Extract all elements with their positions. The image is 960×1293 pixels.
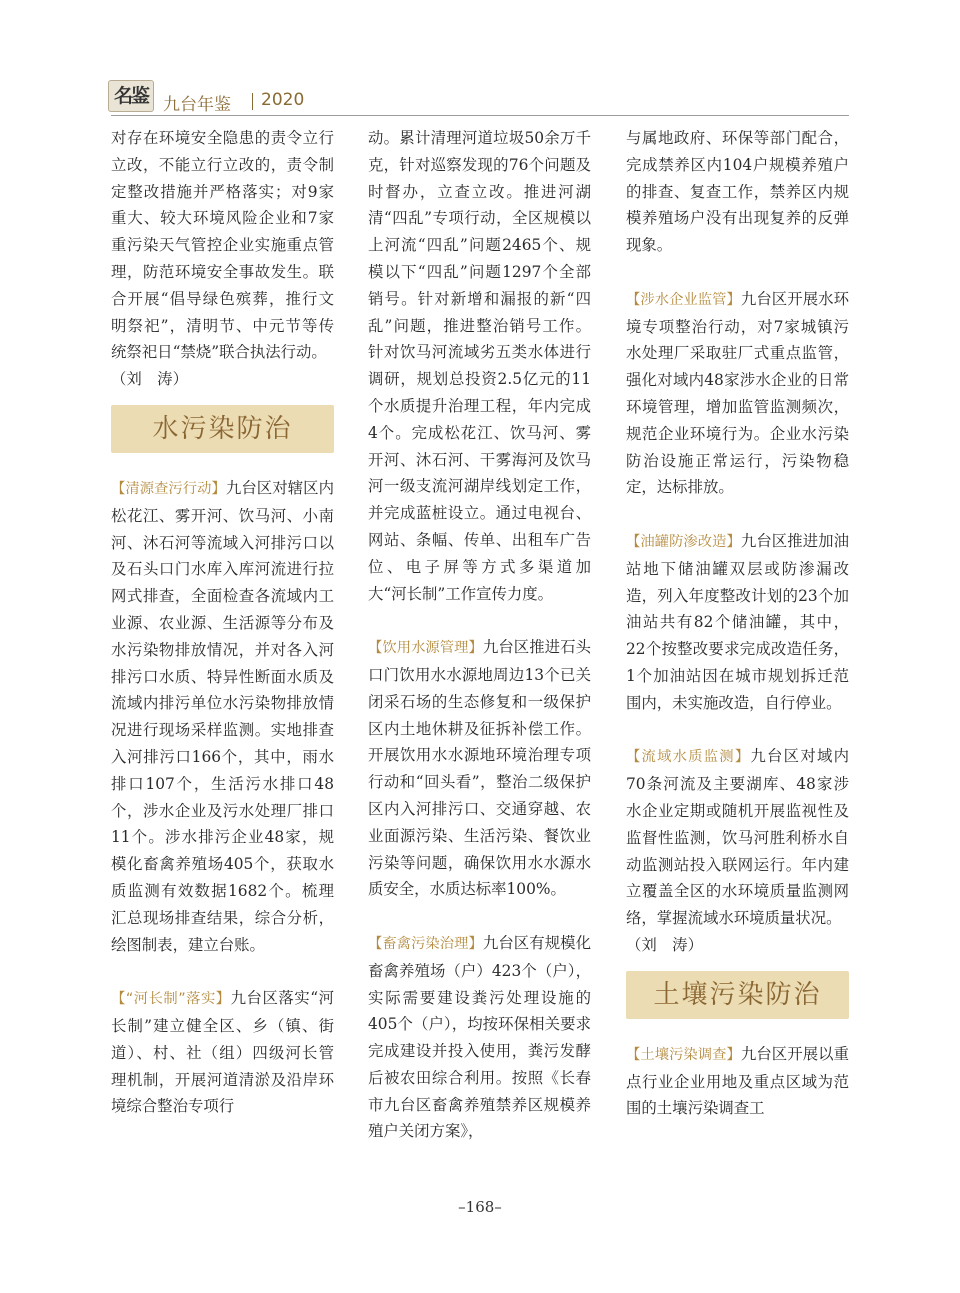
entry-keyword: 【清源查污行动】 [111, 480, 226, 497]
author-credit: （刘 涛） [626, 935, 703, 954]
column-1 [111, 125, 334, 1120]
entry-text: 九台区推进加油站地下储油罐双层或防渗漏改造，列入年度整改计划的23个加油站共有82个储油罐，其中，22个按整改要求完成改造任务，1个加油站因在城市规划拆迁范围内，未实施改造，自行停业。 [626, 531, 849, 712]
entry-oil-tank [626, 528, 849, 717]
entry-keyword: 【“河长制”落实】 [111, 991, 231, 1008]
entry-text: 九台区落实“河长制”建立健全区、乡（镇、街道）、村、社（组）四级河长管理机制，开展河道清淤及沿岸环境综合整治专项行 [111, 989, 334, 1116]
entry-keyword: 【油罐防渗改造】 [626, 533, 741, 550]
author-credit: （刘 涛） [111, 370, 188, 389]
entry-text: 九台区对域内70条河流及主要湖库、48家涉水企业定期或随机开展监视性及监督性监测，饮马河胜利桥水自动监测站投入联网运行。年内建立覆盖全区的水环境质量监测网络，掌握流域水环境质量状况。 [626, 747, 849, 928]
header-logo: 名鉴 [108, 80, 154, 112]
header-year: 2020 [261, 90, 305, 110]
entry-water-monitoring [626, 743, 849, 932]
section-banner-water: 水污染防治 [111, 405, 334, 453]
entry-text: 九台区对辖区内松花江、雾开河、饮马河、小南河、沐石河等流域入河排污口以及石头口门水库入库河流进行拉网式排查，全面检查各流域内工业源、农业源、生活源等分布及水污染物排放情况，并对各入河排污口水质、特异性断面水质及流域内排污单位水污染物排放情况进行现场采样监测。实地排查入河排污口166个，其中，雨水排口107个，生活污水排口48个，涉水企业及污水处理厂排口11个。涉水排污企业48家，规模化畜禽养殖场405个，获取水质监测有效数据1682个。梳理汇总现场排查结果，综合分析，绘图制表，建立台账。 [111, 478, 334, 954]
paragraph-continued: 动。累计清理河道垃圾50余万千克，针对巡察发现的76个问题及时督办，立查立改。推进河湖清“四乱”专项行动，全区规模以上河流“四乱”问题2465个、规模以下“四乱”问题1297个全部销号。针对新增和漏报的新“四乱”问题，推进整治销号工作。针对饮马河流域劣五类水体进行调研，规划总投资2.5亿元的11个水质提升治理工程，年内完成4个。完成松花江、饮马河、雾开河、沐石河、干雾海河及饮马河一级支流河湖岸线划定工作，并完成蓝桩设立。通过电视台、网站、条幅、传单、出租车广告位、电子屏等方式多渠道加大“河长制”工作宣传力度。 [368, 129, 591, 603]
entry-keyword: 【畜禽污染治理】 [368, 935, 483, 952]
section-banner-soil: 土壤污染防治 [626, 971, 849, 1019]
header-title: 九台年鉴 [163, 95, 231, 115]
entry-qingyuan [111, 475, 334, 958]
entry-water-enterprise [626, 286, 849, 501]
entry-drinking-water [368, 634, 591, 903]
entry-keyword: 【涉水企业监管】 [626, 291, 741, 308]
entry-soil-survey [626, 1041, 849, 1122]
column-3 [626, 125, 849, 1122]
entry-livestock [368, 930, 591, 1145]
entry-keyword: 【饮用水源管理】 [368, 640, 483, 657]
entry-keyword: 【流域水质监测】 [626, 749, 751, 766]
column-2 [368, 125, 591, 1145]
entry-text: 九台区开展水环境专项整治行动，对7家城镇污水处理厂采取驻厂式重点监管，强化对域内48家涉水企业的日常环境管理，增加监管监测频次，规范企业环境行为。企业水污染防治设施正常运行，污染物稳定，达标排放。 [626, 289, 849, 497]
entry-text: 九台区有规模化畜禽养殖场（户）423个（户），实际需要建设粪污处理设施的405个（户），均按环保相关要求完成建设并投入使用，粪污发酵后被农田综合利用。按照《长春市九台区畜禽养殖禁养区规模养殖户关闭方案》， [368, 933, 591, 1141]
entry-text: 九台区开展以重点行业企业用地及重点区域为范围的土壤污染调查工 [626, 1044, 849, 1118]
header-rule [111, 115, 849, 116]
entry-keyword: 【土壤污染调查】 [626, 1046, 741, 1063]
header-separator [252, 93, 253, 110]
entry-text: 九台区推进石头口门饮用水水源地周边13个已关闭采石场的生态修复和一级保护区内土地休耕及征拆补偿工作。开展饮用水水源地环境治理专项行动和“回头看”，整治二级保护区内入河排污口、交通穿越、农业面源污染、生活污染、餐饮业污染等问题，确保饮用水水源水质安全，水质达标率100%。 [368, 638, 591, 899]
paragraph-continued: 对存在环境安全隐患的责令立行立改，不能立行立改的，责令制定整改措施并严格落实；对9家重大、较大环境风险企业和7家重污染天气管控企业实施重点管理，防范环境安全事故发生。联合开展“倡导绿色殡葬，推行文明祭祀”，清明节、中元节等传统祭祀日“禁烧”联合执法行动。 [111, 129, 334, 362]
page-number: –168– [458, 1198, 502, 1216]
paragraph-continued: 与属地政府、环保等部门配合，完成禁养区内104户规模养殖户的排查、复查工作，禁养区内规模养殖场户没有出现复养的反弹现象。 [626, 129, 849, 255]
entry-hezhangzhi [111, 985, 334, 1120]
